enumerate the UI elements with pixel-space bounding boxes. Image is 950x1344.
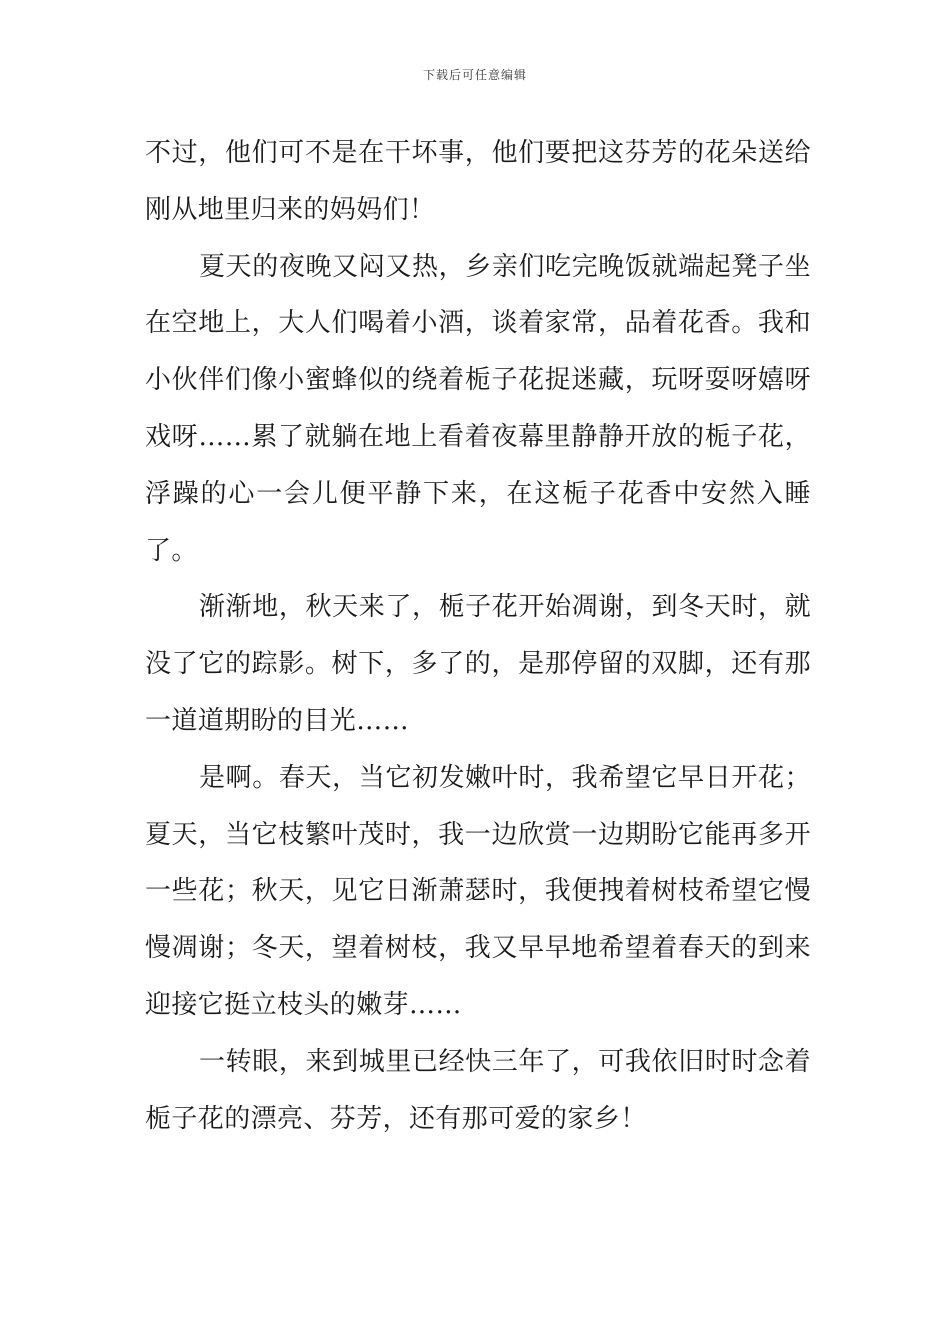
paragraph-2: 夏天的夜晚又闷又热，乡亲们吃完晚饭就端起凳子坐在空地上，大人们喝着小酒，谈着家常，品着花香。我和小伙伴们像小蜜蜂似的绕着栀子花捉迷藏，玩呀耍呀嬉呀戏呀……累了就躺在地上看着夜幕里静静开放的栀子花，浮躁的心一会儿便平静下来，在这栀子花香中安然入睡了。 [145,251,811,566]
paragraph-5: 一转眼，来到城里已经快三年了，可我依旧时时念着栀子花的漂亮、芬芳，还有那可爱的家乡！ [145,1046,811,1134]
page-header-note: 下载后可任意编辑 [422,68,527,82]
document-body [145,125,811,1147]
paragraph-4: 是啊。春天，当它初发嫩叶时，我希望它早日开花；夏天，当它枝繁叶茂时，我一边欣赏一边期盼它能再多开一些花；秋天，见它日渐萧瑟时，我便拽着树枝希望它慢慢凋谢；冬天，望着树枝，我又早早地希望着春天的到来迎接它挺立枝头的嫩芽…… [145,762,811,1020]
paragraph-3: 渐渐地，秋天来了，栀子花开始凋谢，到冬天时，就没了它的踪影。树下，多了的，是那停留的双脚，还有那一道道期盼的目光…… [145,592,811,736]
paragraph-1: 不过，他们可不是在干坏事，他们要把这芬芳的花朵送给刚从地里归来的妈妈们！ [145,138,811,225]
